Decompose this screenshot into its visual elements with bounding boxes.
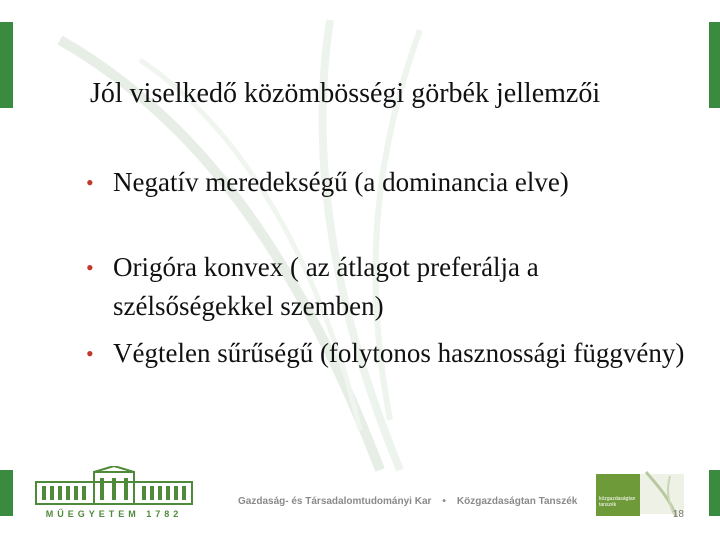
bullet-text: Negatív meredekségű (a dominancia elve)	[113, 167, 569, 197]
footer-separator: •	[442, 496, 446, 507]
bullet-text: Origóra konvex ( az átlagot preferálja a szélsőségekkel szemben)	[113, 252, 539, 321]
page-number: 18	[672, 509, 684, 520]
bullet-item	[86, 163, 686, 202]
logo-text: MŰEGYETEM 1782	[45, 509, 183, 519]
footer-institution	[238, 496, 588, 507]
bullet-item	[86, 334, 686, 373]
bullet-dot-icon: •	[86, 255, 94, 280]
bullet-list	[86, 163, 686, 373]
bullet-dot-icon: •	[86, 341, 94, 366]
department-logo-box: közgazdaságtan tanszék	[596, 474, 640, 516]
bullet-item	[86, 248, 686, 326]
muegyetem-building-logo	[34, 466, 194, 520]
bullet-dot-icon: •	[86, 170, 94, 195]
footer-department: Közgazdaságtan Tanszék	[456, 496, 578, 507]
footer-faculty: Gazdaság- és Társadalomtudományi Kar	[238, 496, 432, 507]
slide-title: Jól viselkedő közömbösségi görbék jellemzői	[90, 78, 601, 109]
bullet-text: Végtelen sűrűségű (folytonos hasznossági függvény)	[113, 338, 685, 368]
